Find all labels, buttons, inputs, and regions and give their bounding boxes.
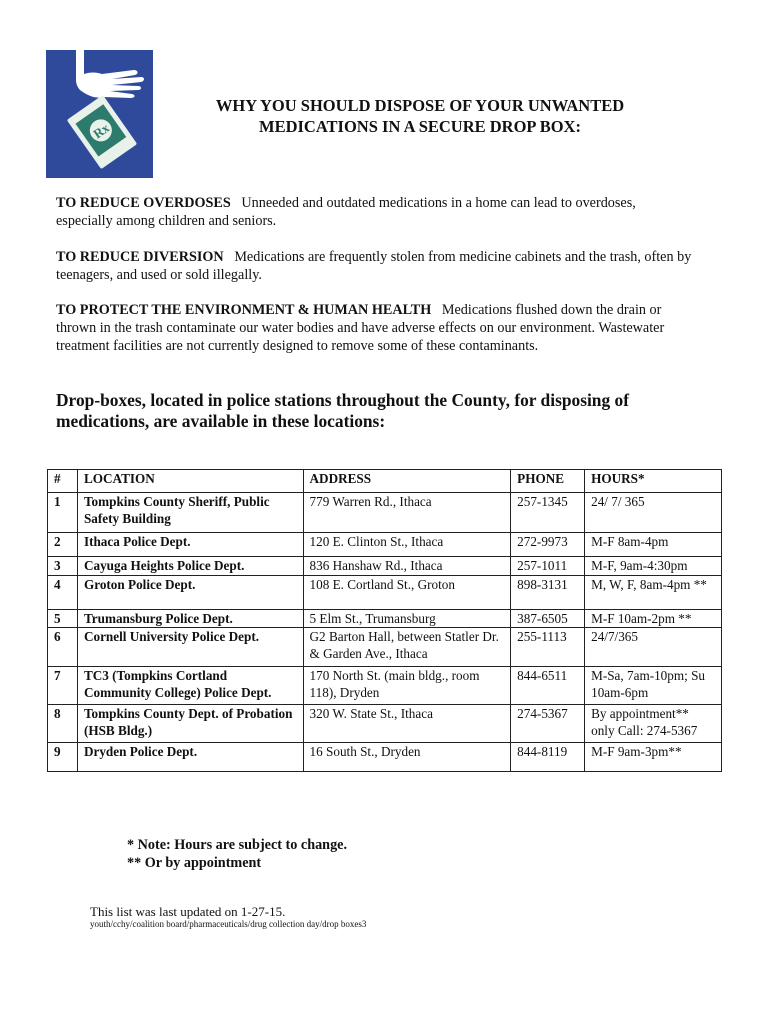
cell-address: 16 South St., Dryden bbox=[303, 743, 511, 772]
reason-lead: TO REDUCE DIVERSION bbox=[56, 249, 224, 265]
cell-phone: 387-6505 bbox=[511, 609, 585, 628]
cell-address: 120 E. Clinton St., Ithaca bbox=[303, 533, 511, 557]
cell-num: 1 bbox=[48, 493, 78, 533]
cell-num: 5 bbox=[48, 609, 78, 628]
reason-text: Unneeded and outdated medications in a home can lead to overdoses, especially among children and seniors. bbox=[56, 195, 636, 229]
reason-diversion bbox=[56, 248, 696, 284]
page-title bbox=[160, 95, 680, 137]
reason-text: Medications are frequently stolen from medicine cabinets and the trash, often by teenagers, and used or sold illegally. bbox=[56, 249, 692, 283]
cell-num: 4 bbox=[48, 575, 78, 609]
header-num: # bbox=[48, 470, 78, 493]
table-row bbox=[48, 667, 722, 705]
rx-drop-box-logo bbox=[46, 50, 153, 178]
reason-lead: TO REDUCE OVERDOSES bbox=[56, 195, 231, 211]
last-updated-text: This list was last updated on 1-27-15. bbox=[90, 904, 286, 919]
table-row bbox=[48, 575, 722, 609]
header-address: ADDRESS bbox=[303, 470, 511, 493]
cell-address: 320 W. State St., Ithaca bbox=[303, 705, 511, 743]
cell-num: 9 bbox=[48, 743, 78, 772]
cell-phone: 257-1011 bbox=[511, 557, 585, 576]
table-header-row bbox=[48, 470, 722, 493]
table-row bbox=[48, 557, 722, 576]
cell-hours: M-Sa, 7am-10pm; Su 10am-6pm bbox=[585, 667, 722, 705]
reason-lead: TO PROTECT THE ENVIRONMENT & HUMAN HEALTH bbox=[56, 302, 432, 318]
cell-hours: By appointment** only Call: 274-5367 bbox=[585, 705, 722, 743]
locations-table bbox=[47, 469, 722, 772]
header-phone: PHONE bbox=[511, 470, 585, 493]
cell-address: 170 North St. (main bldg., room 118), Dryden bbox=[303, 667, 511, 705]
cell-phone: 255-1113 bbox=[511, 628, 585, 667]
table-row bbox=[48, 493, 722, 533]
cell-hours: 24/ 7/ 365 bbox=[585, 493, 722, 533]
cell-num: 8 bbox=[48, 705, 78, 743]
cell-address: 779 Warren Rd., Ithaca bbox=[303, 493, 511, 533]
cell-hours: M-F 10am-2pm ** bbox=[585, 609, 722, 628]
cell-hours: M-F, 9am-4:30pm bbox=[585, 557, 722, 576]
reason-environment bbox=[56, 301, 696, 355]
cell-location: Tompkins County Sheriff, Public Safety Building bbox=[77, 493, 303, 533]
cell-phone: 274-5367 bbox=[511, 705, 585, 743]
cell-hours: M-F 9am-3pm** bbox=[585, 743, 722, 772]
cell-location: Groton Police Dept. bbox=[77, 575, 303, 609]
hours-notes bbox=[127, 836, 347, 872]
reason-overdoses bbox=[56, 194, 696, 230]
cell-address: 5 Elm St., Trumansburg bbox=[303, 609, 511, 628]
cell-address: 836 Hanshaw Rd., Ithaca bbox=[303, 557, 511, 576]
table-row bbox=[48, 533, 722, 557]
cell-location: Dryden Police Dept. bbox=[77, 743, 303, 772]
cell-location: Cornell University Police Dept. bbox=[77, 628, 303, 667]
rx-symbol: Rx bbox=[90, 120, 112, 142]
cell-hours: M-F 8am-4pm bbox=[585, 533, 722, 557]
cell-location: Tompkins County Dept. of Probation (HSB Bldg.) bbox=[77, 705, 303, 743]
cell-phone: 844-8119 bbox=[511, 743, 585, 772]
cell-location: TC3 (Tompkins Cortland Community College) Police Dept. bbox=[77, 667, 303, 705]
cell-location: Cayuga Heights Police Dept. bbox=[77, 557, 303, 576]
cell-phone: 898-3131 bbox=[511, 575, 585, 609]
cell-hours: 24/7/365 bbox=[585, 628, 722, 667]
cell-address: G2 Barton Hall, between Statler Dr. & Garden Ave., Ithaca bbox=[303, 628, 511, 667]
note-appointment: ** Or by appointment bbox=[127, 855, 262, 871]
cell-num: 3 bbox=[48, 557, 78, 576]
note-hours-change: * Note: Hours are subject to change. bbox=[127, 837, 348, 853]
cell-phone: 272-9973 bbox=[511, 533, 585, 557]
table-row bbox=[48, 743, 722, 772]
page-title-line-1: WHY YOU SHOULD DISPOSE OF YOUR UNWANTED bbox=[215, 96, 625, 115]
header-hours: HOURS* bbox=[585, 470, 722, 493]
cell-num: 6 bbox=[48, 628, 78, 667]
cell-address: 108 E. Cortland St., Groton bbox=[303, 575, 511, 609]
table-row bbox=[48, 609, 722, 628]
dropbox-heading: Drop-boxes, located in police stations throughout the County, for disposing of medications, are available in these locations: bbox=[56, 390, 629, 431]
cell-location: Trumansburg Police Dept. bbox=[77, 609, 303, 628]
table-row bbox=[48, 628, 722, 667]
file-path-text: youth/cchy/coalition board/pharmaceuticals/drug collection day/drop boxes3 bbox=[90, 919, 367, 929]
cell-hours: M, W, F, 8am-4pm ** bbox=[585, 575, 722, 609]
cell-num: 7 bbox=[48, 667, 78, 705]
cell-phone: 257-1345 bbox=[511, 493, 585, 533]
header-location: LOCATION bbox=[77, 470, 303, 493]
cell-location: Ithaca Police Dept. bbox=[77, 533, 303, 557]
cell-phone: 844-6511 bbox=[511, 667, 585, 705]
cell-num: 2 bbox=[48, 533, 78, 557]
table-row bbox=[48, 705, 722, 743]
reason-text: Medications flushed down the drain or thrown in the trash contaminate our water bodies and have adverse effects on our environment. Wastewater treatment facilities are not currently designed to remove some of these contaminants. bbox=[56, 302, 665, 354]
page-title-line-2: MEDICATIONS IN A SECURE DROP BOX: bbox=[259, 117, 581, 136]
